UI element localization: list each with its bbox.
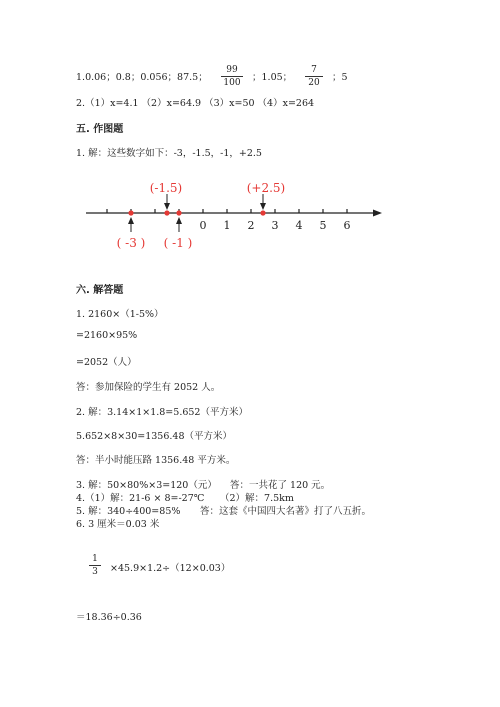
label-minus-3: ( -3 )	[116, 236, 146, 250]
tick-labels	[200, 219, 351, 232]
point-minus-1-5	[164, 210, 169, 215]
answer-line: 答：半小时能压路 1356.48 平方米。	[76, 455, 236, 466]
fraction-bar	[221, 76, 243, 77]
fraction-bar	[305, 76, 323, 77]
point-minus-1	[176, 210, 181, 215]
answer-6-4: 4.（1）解：21-6 × 8=-27℃	[76, 493, 205, 504]
arrowhead-down-icon	[164, 203, 170, 210]
fraction-99-100	[221, 65, 243, 88]
calc-expression: ×45.9×1.2÷（12×0.03）	[110, 563, 231, 574]
label-minus-1-5: (-1.5)	[149, 181, 183, 195]
answer-4-1-part1: 0.06；0.8；0.056；87.5；	[85, 72, 208, 83]
label-plus-2-5: (+2.5)	[246, 181, 286, 195]
tick-label: 4	[295, 219, 303, 232]
fraction-numerator: 1	[92, 554, 98, 564]
answer-6-5-conclusion: 答：这套《中国四大名著》打了八五折。	[200, 506, 372, 517]
fraction-bar	[89, 565, 101, 566]
fraction-denominator: 100	[223, 78, 241, 88]
point-plus-2-5	[260, 210, 265, 215]
answer-line: 1. 2160×（1-5%）	[76, 309, 164, 320]
fraction-denominator: 20	[308, 78, 320, 88]
answer-4-1-part2: ；1.05；	[252, 72, 293, 83]
tick-label: 1	[223, 219, 231, 232]
arrowhead-up-icon	[176, 217, 182, 224]
tick-label: 3	[271, 219, 279, 232]
fraction-1-3	[89, 554, 101, 577]
axis-arrow-icon	[373, 210, 382, 217]
tick-label: 5	[319, 219, 327, 232]
answer-line: 2. 解：3.14×1×1.8=5.652（平方米）	[76, 407, 248, 418]
tick-label: 0	[199, 219, 207, 232]
answer-line: 答：参加保险的学生有 2052 人。	[76, 382, 221, 393]
section-heading-6: 六. 解答题	[76, 285, 124, 296]
answer-4-1-part3: ；5	[332, 72, 348, 83]
answer-4-1-number: 1.	[76, 72, 86, 83]
calc-result: ＝18.36÷0.36	[76, 612, 142, 623]
number-line	[0, 175, 500, 255]
answer-line: 5.652×8×30=1356.48（平方米）	[76, 431, 232, 442]
arrowhead-down-icon	[260, 203, 266, 210]
answer-4-2: 2.（1）x=4.1 （2）x=64.9 （3）x=50 （4）x=264	[76, 98, 315, 109]
answer-6-6: 6. 3 厘米＝0.03 米	[76, 519, 160, 530]
answer-4-1	[76, 69, 208, 83]
answer-line: =2160×95%	[76, 330, 138, 341]
label-minus-1: ( -1 )	[163, 236, 193, 250]
answer-6-3: 3. 解：50×80%×3=120（元）	[76, 480, 217, 491]
section-heading-5: 五. 作图题	[76, 124, 124, 135]
answer-6-5: 5. 解：340÷400=85%	[76, 506, 181, 517]
answer-line: =2052（人）	[76, 357, 137, 368]
tick-label: 2	[247, 219, 255, 232]
arrowhead-up-icon	[128, 217, 134, 224]
answer-6-4-part2: （2）解：7.5km	[220, 493, 294, 504]
fraction-7-20	[305, 65, 323, 88]
answer-6-3-conclusion: 答：一共花了 120 元。	[230, 480, 331, 491]
fraction-numerator: 99	[226, 65, 238, 75]
fraction-denominator: 3	[92, 567, 98, 577]
fraction-numerator: 7	[311, 65, 317, 75]
point-minus-3	[128, 210, 133, 215]
tick-label: 6	[343, 219, 351, 232]
answer-5-1: 1. 解：这些数字如下：-3，-1.5，-1，+2.5	[76, 148, 262, 159]
